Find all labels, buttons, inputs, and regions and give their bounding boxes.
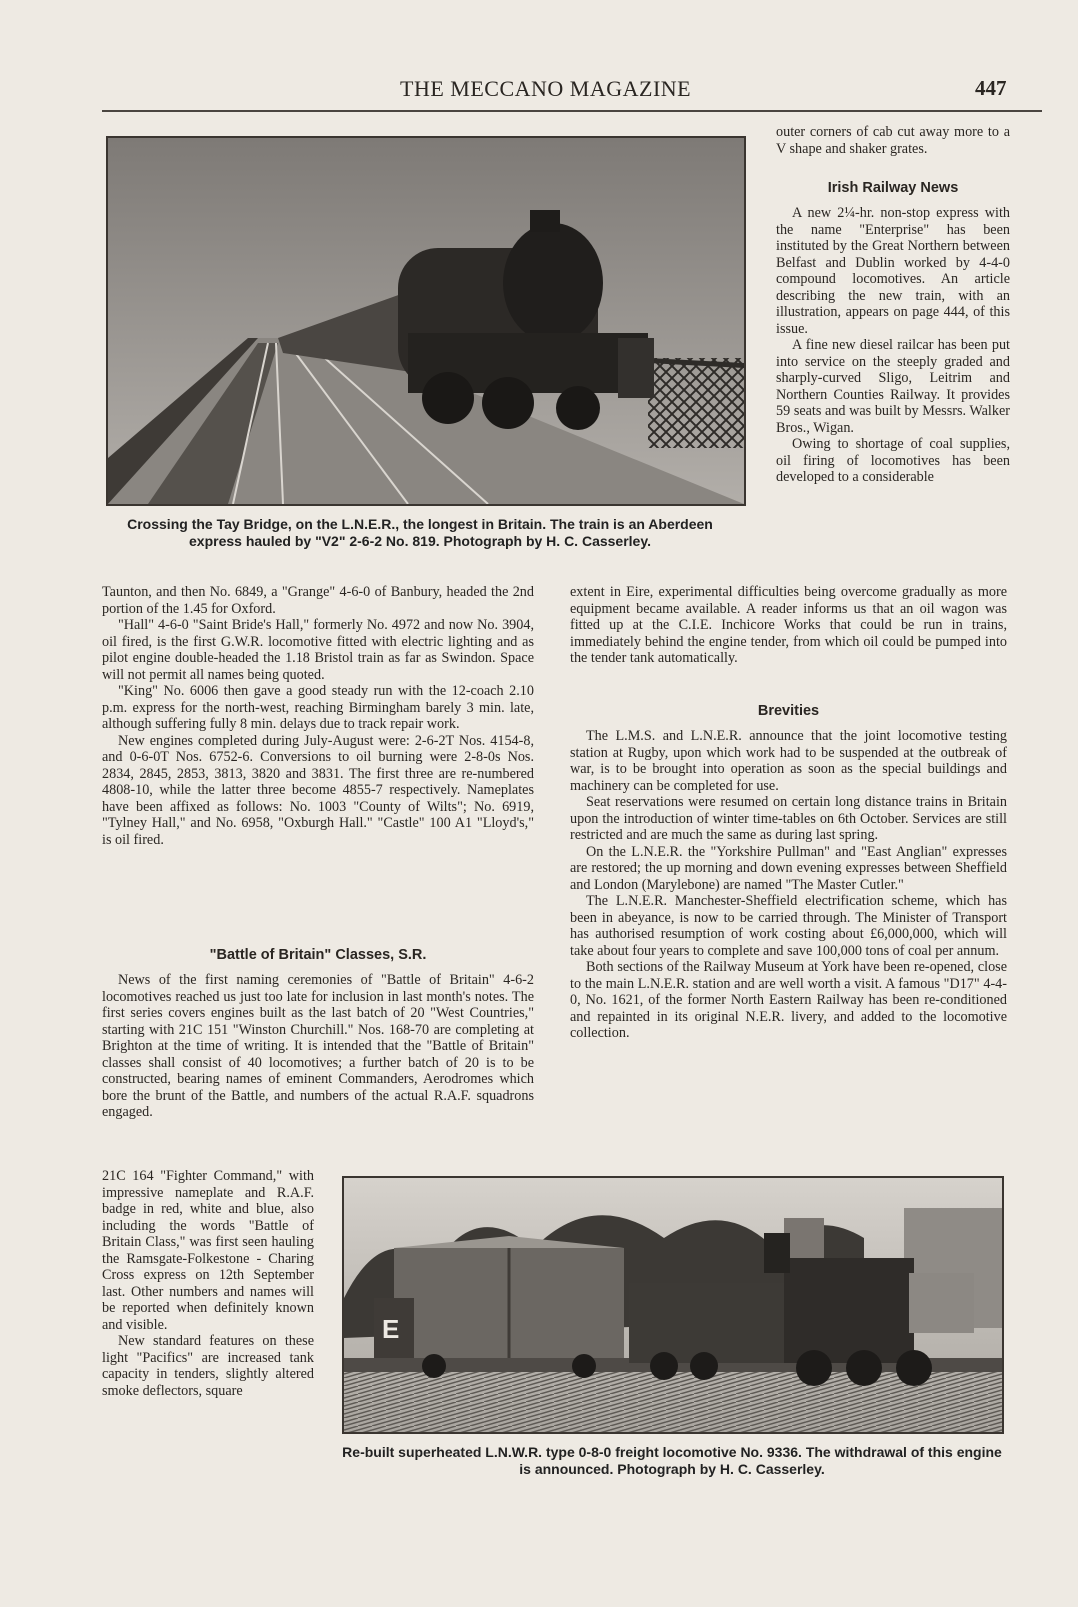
paragraph-saint-brides-hall: "Hall" 4-6-0 "Saint Bride's Hall," formerly No. 4972 and now No. 3904, oil fired, is the first G.W.R. locomotive fitted with electric lighting and as pilot engine double-headed the 1.18 Bristol train as far as Swindon. Space will not permit all names being quoted. <box>102 617 534 683</box>
paragraph-yorkshire-pullman: On the L.N.E.R. the "Yorkshire Pullman" and "East Anglian" expresses are restored; the up morning and down evening expresses between Sheffield and London (Marylebone) are named "The Master Cutler." <box>570 843 1007 893</box>
paragraph-cab-corners: outer corners of cab cut away more to a V shape and shaker grates. <box>776 124 1010 157</box>
photo-tay-bridge-illustration <box>108 138 744 504</box>
page-number: 447 <box>975 76 1007 100</box>
paragraph-enterprise: A new 2¼-hr. non-stop express with the name "Enterprise" has been instituted by the Great Northern between Belfast and Dublin worked by 4-4-0 compound locomotives. An article describing the new train, with an illustration, appears on page 444, of this issue. <box>776 205 1010 337</box>
column-left <box>102 584 534 848</box>
photo-lnwr-freight <box>342 1176 1004 1434</box>
photo-tay-bridge <box>106 136 746 506</box>
heading-irish-railway-news: Irish Railway News <box>827 180 959 196</box>
column-left-narrow <box>102 1168 314 1399</box>
caption-lnwr-freight: Re-built superheated L.N.W.R. type 0-8-0 freight locomotive No. 9336. The withdrawal of this engine is announced. Photograph by H. C. Casserley. <box>342 1444 1002 1477</box>
paragraph-diesel-railcar: A fine new diesel railcar has been put into service on the steeply graded and sharply-curved Sligo, Leitrim and Northern Counties Railway. It provides 59 seats and was built by Messrs. Walker Bros., Wigan. <box>776 337 1010 436</box>
paragraph-standard-features: New standard features on these light "Pacifics" are increased tank capacity in tenders, slightly altered smoke deflectors, square <box>102 1333 314 1399</box>
paragraph-fighter-command: 21C 164 "Fighter Command," with impressive nameplate and R.A.F. badge in red, white and blue, also including the words "Battle of Britain Class," was first seen hauling the Ramsgate-Folkestone - Charing Cross express on 12th September last. Other numbers and names will be reported when definitely known and visible. <box>102 1168 314 1333</box>
paragraph-naming-ceremonies: News of the first naming ceremonies of "Battle of Britain" 4-6-2 locomotives reached us just too late for inclusion in last month's notes. The first series covers engines built as the last batch of 20 "West Countries," starting with 21C 151 "Winston Churchill." Nos. 168-70 are completing at Brighton at the time of writing. It is intended that the "Battle of Britain" classes shall consist of 40 locomotives; a further batch of 20 is to be constructed, bearing names of eminent Commanders, Aerodromes which bore the brunt of the Battle, and numbers of the actual R.A.F. squadrons engaged. <box>102 972 534 1120</box>
paragraph-electrification: The L.N.E.R. Manchester-Sheffield electrification scheme, which has been in abeyance, is now to be carried through. The Minister of Transport has authorised resumption of work costing about £6,000,000, which will take about four years to complete and save 100,000 tons of coal per annum. <box>570 893 1007 959</box>
photo-lnwr-freight-illustration <box>344 1178 1002 1432</box>
column-middle-brevities <box>570 728 1007 1042</box>
paragraph-oil-firing-cont: extent in Eire, experimental difficulties being overcome gradually as more equipment became available. A reader informs us that an oil wagon was fitted up at the C.I.E. Inchicore Works that could be run in trains, immediately behind the engine tender, from which oil could be pumped into the tender tank automatically. <box>570 584 1007 666</box>
paragraph-railway-museum: Both sections of the Railway Museum at York have been re-opened, close to the main L.N.E.R. station and are well worth a visit. A famous "D17" 4-4-0, No. 1621, of the former North Eastern Railway has been re-conditioned and repainted in its original N.E.R. livery, and added to the locomotive collection. <box>570 959 1007 1041</box>
column-right-top <box>776 124 1010 157</box>
paragraph-seat-reservations: Seat reservations were resumed on certain long distance trains in Britain upon the introduction of winter time-tables on 6th October. Services are still restricted and are much the same as during last spring. <box>570 794 1007 843</box>
paragraph-taunton: Taunton, and then No. 6849, a "Grange" 4-6-0 of Banbury, headed the 2nd portion of the 1.45 for Oxford. <box>102 584 534 617</box>
caption-tay-bridge: Crossing the Tay Bridge, on the L.N.E.R., the longest in Britain. The train is an Aberdeen express hauled by "V2" 2-6-2 No. 819. Photograph by H. C. Casserley. <box>127 516 713 549</box>
heading-brevities: Brevities <box>757 703 820 719</box>
header-rule <box>102 110 1042 112</box>
paragraph-oil-firing-start: Owing to shortage of coal supplies, oil firing of locomotives has been developed to a considerable <box>776 436 1010 485</box>
column-right-irish <box>776 205 1010 486</box>
wagon-mark-text: E <box>382 1314 400 1344</box>
running-header: THE MECCANO MAGAZINE <box>400 76 692 101</box>
paragraph-testing-station: The L.M.S. and L.N.E.R. announce that the joint locomotive testing station at Rugby, upon which work had to be suspended at the outbreak of war, is to be brought into operation as soon as the special buildings and machinery can be completed for use. <box>570 728 1007 794</box>
paragraph-king-6006: "King" No. 6006 then gave a good steady run with the 12-coach 2.10 p.m. express for the north-west, reaching Birmingham barely 3 min. late, although suffering fully 8 min. delays due to track repair work. <box>102 683 534 732</box>
paragraph-new-engines: New engines completed during July-August were: 2-6-2T Nos. 4154-8, and 0-6-0T Nos. 6752-6. Conversions to oil burning were 2-8-0s Nos. 2834, 2845, 2853, 3813, 3820 and 3831. The first three are re-numbered 4808-10, while the latter three become 4855-7 respectively. Nameplates have been affixed as follows: No. 1003 "County of Wilts"; No. 6919, "Tylney Hall," and No. 6958, "Oxburgh Hall." "Castle" 100 A1 "Lloyd's," is oil fired. <box>102 732 534 848</box>
column-left-battle <box>102 972 534 1121</box>
column-middle <box>570 584 1007 667</box>
heading-battle-of-britain: "Battle of Britain" Classes, S.R. <box>209 947 427 963</box>
